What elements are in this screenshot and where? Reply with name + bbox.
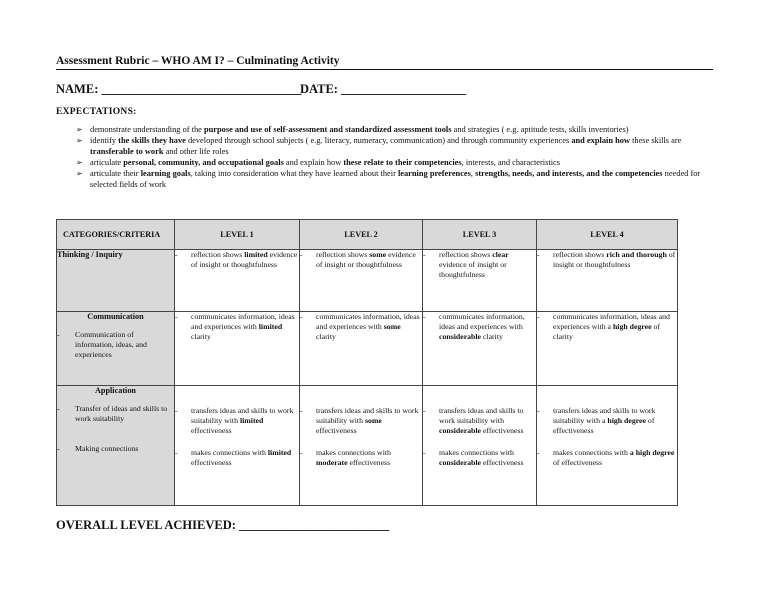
- dash-bullet: -: [300, 250, 303, 259]
- level-descriptor: [300, 312, 422, 342]
- level-4-cell: [537, 250, 678, 312]
- emphasis-text: high degree: [607, 416, 646, 425]
- level-descriptor: [423, 448, 536, 468]
- header-level-3: LEVEL 3: [423, 220, 537, 250]
- emphasis-text: personal, community, and occupational goals: [123, 158, 284, 167]
- text-run: evidence of insight or thoughtfulness: [316, 250, 416, 269]
- dash-bullet: -: [57, 444, 60, 453]
- category-cell: [57, 386, 175, 506]
- criterion-text: Communication of information, ideas, and experiences: [75, 330, 147, 359]
- level-descriptor: [300, 448, 422, 468]
- arrow-bullet-icon: ➢: [76, 125, 83, 134]
- text-run: and explain how: [283, 158, 344, 167]
- category-cell: [57, 312, 175, 386]
- dash-bullet: -: [57, 330, 60, 339]
- header-level-2: LEVEL 2: [300, 220, 423, 250]
- text-run: transfers ideas and skills to work suitability with a: [553, 406, 656, 425]
- rubric-header-row: [57, 220, 678, 250]
- expectations-list: [76, 124, 706, 190]
- text-run: articulate: [90, 158, 124, 167]
- category-title: Application: [95, 386, 136, 395]
- emphasis-text: rich and thorough: [606, 250, 667, 259]
- emphasis-text: limited: [244, 250, 268, 259]
- text-run: of clarity: [553, 322, 661, 341]
- text-run: and strategies ( e.g. aptitude tests, skills inventories): [451, 125, 629, 134]
- dash-bullet: -: [423, 448, 426, 457]
- header-level-4: LEVEL 4: [537, 220, 678, 250]
- level-descriptor: [423, 406, 536, 436]
- text-run: , taking into consideration what they have learned about their: [190, 169, 398, 178]
- text-run: of insight or thoughtfulness: [553, 250, 676, 269]
- category-title: Thinking / Inquiry: [57, 250, 123, 259]
- category-criterion: [57, 444, 174, 454]
- level-descriptor: [423, 250, 536, 280]
- date-field: DATE: ____________________: [300, 82, 467, 96]
- text-run: makes connections with: [553, 448, 630, 457]
- text-run: of effectiveness: [553, 416, 655, 435]
- level-3-cell: [423, 386, 537, 506]
- text-run: effectiveness: [481, 426, 524, 435]
- expectations-heading: EXPECTATIONS:: [56, 107, 137, 117]
- emphasis-text: a high degree: [629, 448, 675, 457]
- level-3-cell: [423, 250, 537, 312]
- level-descriptor: [537, 406, 677, 436]
- text-run: reflection shows: [191, 250, 245, 259]
- text-run: clarity: [191, 332, 211, 341]
- emphasis-text: some: [369, 250, 387, 259]
- text-run: effectiveness: [191, 458, 232, 467]
- criterion-text: Transfer of ideas and skills to work suitability: [75, 404, 168, 423]
- category-criterion: [57, 330, 174, 360]
- dash-bullet: -: [423, 250, 426, 259]
- text-run: and other life roles: [163, 147, 229, 156]
- title-underline: [56, 69, 713, 70]
- level-descriptor: [300, 406, 422, 436]
- emphasis-text: learning goals: [140, 169, 191, 178]
- text-run: effectiveness: [481, 458, 524, 467]
- emphasis-text: moderate: [316, 458, 348, 467]
- level-4-cell: [537, 312, 678, 386]
- level-descriptor: [175, 312, 299, 342]
- level-2-cell: [300, 250, 423, 312]
- emphasis-text: high degree: [612, 322, 652, 331]
- dash-bullet: -: [537, 250, 540, 259]
- category-title: Communication: [87, 312, 144, 321]
- level-1-cell: [175, 250, 300, 312]
- level-descriptor: [175, 406, 299, 436]
- level-descriptor: [537, 448, 677, 468]
- text-run: transfers ideas and skills to work suitability with: [316, 406, 419, 425]
- emphasis-text: limited: [239, 416, 264, 425]
- dash-bullet: -: [537, 406, 540, 415]
- text-run: clarity: [316, 332, 336, 341]
- text-run: developed through school subjects ( e.g. literacy, numeracy, communication) and through community experiences: [185, 136, 572, 145]
- criterion-text: Making connections: [75, 444, 139, 453]
- dash-bullet: -: [537, 312, 540, 321]
- emphasis-text: limited: [258, 322, 283, 331]
- emphasis-text: considerable: [439, 458, 482, 467]
- text-run: makes connections with: [316, 448, 391, 457]
- level-2-cell: [300, 312, 423, 386]
- arrow-bullet-icon: ➢: [76, 158, 83, 167]
- arrow-bullet-icon: ➢: [76, 169, 83, 178]
- emphasis-text: strengths, needs, and interests, and the competencies: [475, 169, 663, 178]
- dash-bullet: -: [175, 406, 178, 415]
- text-run: communicates information, ideas and experiences with: [439, 312, 525, 331]
- text-run: these skills are: [629, 136, 682, 145]
- category-criterion: [57, 404, 174, 424]
- dash-bullet: -: [175, 448, 178, 457]
- text-run: articulate their: [90, 169, 141, 178]
- level-descriptor: [175, 250, 299, 270]
- level-1-cell: [175, 386, 300, 506]
- emphasis-text: some: [383, 322, 401, 331]
- level-4-cell: [537, 386, 678, 506]
- emphasis-text: considerable: [439, 332, 482, 341]
- level-descriptor: [537, 250, 677, 270]
- text-run: ,: [470, 169, 476, 178]
- text-run: clarity: [481, 332, 503, 341]
- expectation-item: [76, 135, 706, 157]
- level-3-cell: [423, 312, 537, 386]
- text-run: demonstrate understanding of the: [90, 125, 204, 134]
- emphasis-text: transferable to work: [90, 147, 164, 156]
- level-descriptor: [537, 312, 677, 342]
- emphasis-text: some: [364, 416, 382, 425]
- arrow-bullet-icon: ➢: [76, 136, 83, 145]
- dash-bullet: -: [175, 312, 178, 321]
- name-field: NAME: ________________________________: [56, 82, 302, 96]
- assessment-rubric-table: [56, 219, 678, 506]
- category-cell: [57, 250, 175, 312]
- text-run: evidence of insight or thoughtfulness: [191, 250, 298, 269]
- header-categories: CATEGORIES/CRITERIA: [57, 220, 175, 250]
- rubric-row: [57, 386, 678, 506]
- dash-bullet: -: [300, 406, 303, 415]
- expectation-item: [76, 124, 706, 135]
- text-run: transfers ideas and skills to work suitability with: [191, 406, 294, 425]
- header-level-1: LEVEL 1: [175, 220, 300, 250]
- text-run: makes connections with: [191, 448, 268, 457]
- text-run: communicates information, ideas and experiences with: [191, 312, 295, 331]
- text-run: makes connections with: [439, 448, 514, 457]
- emphasis-text: limited: [267, 448, 292, 457]
- text-run: effectiveness: [191, 426, 232, 435]
- text-run: transfers ideas and skills to work suitability with: [439, 406, 524, 425]
- text-run: communicates information, ideas and experiences with: [316, 312, 420, 331]
- emphasis-text: the skills they have: [118, 136, 186, 145]
- dash-bullet: -: [175, 250, 178, 259]
- text-run: effectiveness: [316, 426, 357, 435]
- level-descriptor: [423, 312, 536, 342]
- rubric-row: [57, 250, 678, 312]
- emphasis-text: these relate to their competencies: [343, 158, 462, 167]
- dash-bullet: -: [57, 404, 60, 413]
- text-run: evidence of insight or thoughtfulness: [439, 260, 507, 279]
- text-run: identify: [90, 136, 119, 145]
- emphasis-text: purpose and use of self-assessment and standardized assessment tools: [203, 125, 452, 134]
- dash-bullet: -: [300, 448, 303, 457]
- text-run: needed for selected fields of work: [90, 169, 701, 189]
- emphasis-text: clear: [492, 250, 509, 259]
- level-descriptor: [300, 250, 422, 270]
- dash-bullet: -: [423, 406, 426, 415]
- expectation-item: [76, 157, 706, 168]
- text-run: of effectiveness: [553, 458, 602, 467]
- text-run: communicates information, ideas and experiences with a: [553, 312, 670, 331]
- dash-bullet: -: [423, 312, 426, 321]
- text-run: reflection shows: [439, 250, 493, 259]
- overall-level-field: OVERALL LEVEL ACHIEVED: ________________________: [56, 518, 390, 532]
- text-run: reflection shows: [553, 250, 607, 259]
- emphasis-text: learning preferences: [397, 169, 471, 178]
- expectation-item: [76, 168, 706, 190]
- dash-bullet: -: [300, 312, 303, 321]
- text-run: , interests, and characteristics: [461, 158, 561, 167]
- text-run: reflection shows: [316, 250, 370, 259]
- level-descriptor: [175, 448, 299, 468]
- dash-bullet: -: [537, 448, 540, 457]
- rubric-row: [57, 312, 678, 386]
- text-run: effectiveness: [347, 458, 391, 467]
- level-2-cell: [300, 386, 423, 506]
- document-title: Assessment Rubric – WHO AM I? – Culminating Activity: [56, 55, 340, 67]
- level-1-cell: [175, 312, 300, 386]
- emphasis-text: and explain how: [571, 136, 630, 145]
- emphasis-text: considerable: [439, 426, 482, 435]
